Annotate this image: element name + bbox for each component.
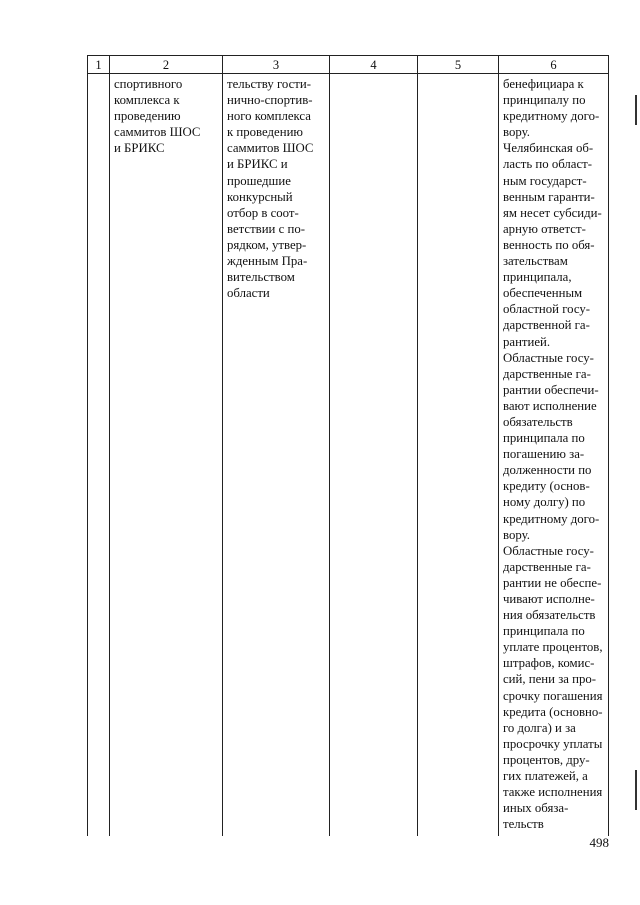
cell-col-3 bbox=[223, 74, 330, 837]
page-number: 498 bbox=[589, 835, 609, 850]
scan-edge-mark bbox=[635, 770, 637, 810]
column-header-5: 5 bbox=[418, 56, 499, 74]
column-header-6: 6 bbox=[499, 56, 609, 74]
scan-edge-mark bbox=[635, 95, 637, 125]
column-header-4: 4 bbox=[330, 56, 418, 74]
cell-col-5 bbox=[418, 74, 499, 837]
column-header-2: 2 bbox=[110, 56, 223, 74]
cell-text: бенефициара к принципалу по кредитному дого- вору. Челябинская об- ласть по област- ным государст- венным гаранти- ям несет субсиди- арную ответст- венность по обя- зательствам принципала, обеспеченным областной госу- дарственной га- рантией. Областные госу- дарственные га- рантии обеспечи- вают исполнение обязательств принципала по погашению за- долженности по кредиту (основ- ному долгу) по кредитному дого- вору. Областные госу- дарственные га- рантии не обеспе- чивают исполне- ния обязательств принципала по уплате процентов, штрафов, комис- сий, пени за про- срочку погашения кредита (основно- го долга) и за просрочку уплаты процентов, дру- гих платежей, а также исполнения иных обяза- тельств bbox=[503, 77, 603, 832]
column-header-1: 1 bbox=[88, 56, 110, 74]
column-header-3: 3 bbox=[223, 56, 330, 74]
cell-col-2 bbox=[110, 74, 223, 837]
cell-col-1 bbox=[88, 74, 110, 837]
cell-text: тельству гости- нично-спортив- ного комплекса к проведению саммитов ШОС и БРИКС и прошедшие конкурсный отбор в соот- ветствии с по- рядком, утвер- жденным Пра- вительством области bbox=[227, 77, 314, 301]
cell-col-4 bbox=[330, 74, 418, 837]
cell-text: спортивного комплекса к проведению саммитов ШОС и БРИКС bbox=[114, 77, 201, 156]
header-row bbox=[88, 56, 609, 74]
obligations-table bbox=[87, 55, 609, 836]
table-row bbox=[88, 74, 609, 837]
cell-col-6 bbox=[499, 74, 609, 837]
